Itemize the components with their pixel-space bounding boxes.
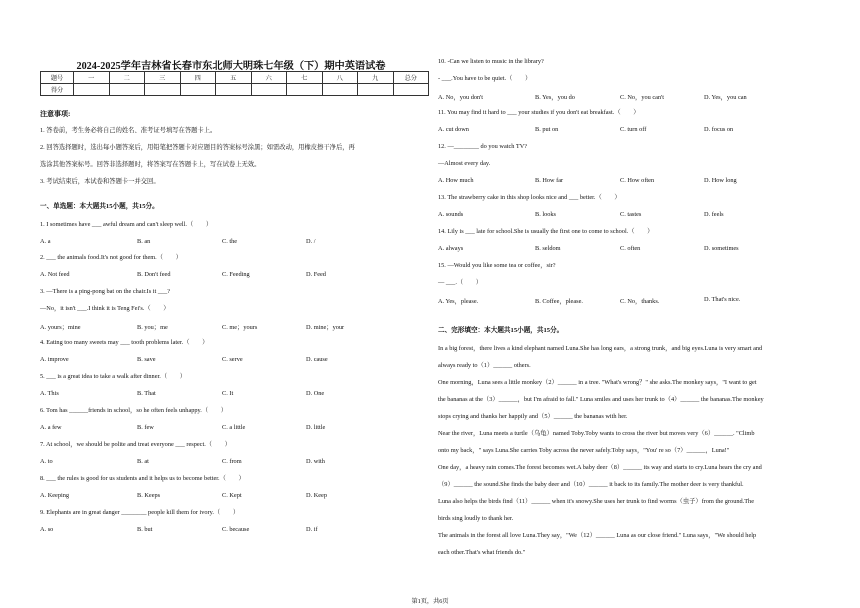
option-b: B. Yes，you do bbox=[535, 94, 575, 101]
option-a: A. yours；mine bbox=[40, 324, 81, 331]
option-b: B. an bbox=[137, 238, 151, 245]
option-c: C. the bbox=[222, 238, 238, 245]
option-c: C. serve bbox=[222, 356, 243, 363]
question-text: 2. ___ the animals food.It's not good for them.（ ） bbox=[40, 254, 182, 261]
option-c: C. a little bbox=[222, 424, 246, 431]
question-text: 12. —________ do you watch TV? bbox=[438, 143, 528, 150]
option-a: A. to bbox=[40, 458, 53, 465]
score-cell: 八 bbox=[322, 72, 358, 84]
notes-heading: 注意事项: bbox=[40, 110, 71, 118]
question-text: 11. You may find it hard to ___ your studies if you don't eat breakfast.（ ） bbox=[438, 109, 640, 116]
question-text: 13. The strawberry cake in this shop looks nice and ___ better.（ ） bbox=[438, 194, 621, 201]
question-text: 15. —Would you like some tea or coffee，sir? bbox=[438, 262, 556, 269]
score-cell-empty bbox=[287, 84, 323, 96]
option-a: A. Keeping bbox=[40, 492, 70, 499]
passage-line: each other.That's what friends do." bbox=[438, 549, 526, 556]
option-c: C. No，thanks. bbox=[620, 298, 660, 305]
page-footer: 第1页，共6页 bbox=[411, 598, 449, 605]
option-d: D. sometimes bbox=[704, 245, 739, 252]
question-text: 6. Tom has ______friends in school，so he often feels unhappy.（ ） bbox=[40, 407, 228, 414]
score-cell-empty bbox=[109, 84, 145, 96]
option-a: A. a few bbox=[40, 424, 62, 431]
passage-line: The animals in the forest all love Luna.They say，"We（12）______ Luna as our close friend." Luna says，"We should help bbox=[438, 532, 757, 539]
option-b: B. Coffee，please. bbox=[535, 298, 583, 305]
passage-line: （9）______ the sound.She finds the baby deer and（10）______ it back to its family.The mother deer is very thankful. bbox=[438, 481, 744, 488]
score-cell-empty bbox=[180, 84, 216, 96]
passage-line: In a big forest，there lives a kind elephant named Luna.She has long ears，a strong trunk，and big eyes.Luna is very smart and bbox=[438, 345, 763, 352]
passage-line: One morning，Luna sees a little monkey（2）______ in a tree. "What's wrong？" she asks.The monkey says，"I want to get bbox=[438, 379, 757, 386]
score-cell: 五 bbox=[216, 72, 252, 84]
option-c: C. Kept bbox=[222, 492, 242, 499]
exam-title: 2024-2025学年吉林省长春市东北师大明珠七年级（下）期中英语试卷 bbox=[76, 61, 386, 72]
option-a: A. Yes，please. bbox=[438, 298, 479, 305]
score-cell: 九 bbox=[358, 72, 394, 84]
passage-line: onto my back，" says Luna.She carries Toby across the never safely.Toby says，"You' re so（7）______，Luna!" bbox=[438, 447, 730, 454]
question-text-2: — ___.（ ） bbox=[438, 279, 483, 286]
option-d: D. That's nice. bbox=[704, 296, 741, 303]
option-c: C. It bbox=[222, 390, 234, 397]
option-c: C. How often bbox=[620, 177, 655, 184]
passage-line: always ready to（1）______ others. bbox=[438, 362, 531, 369]
question-text-2: —No，it isn't ___.I think it is Teng Fei's.（ ） bbox=[40, 305, 170, 312]
option-c: C. Feeding bbox=[222, 271, 250, 278]
score-cell-empty bbox=[358, 84, 394, 96]
option-c: C. because bbox=[222, 526, 250, 533]
question-text: 9. Elephants are in great danger ________ people kill them for ivory.（ ） bbox=[40, 509, 240, 516]
question-text: 10. -Can we listen to music in the library? bbox=[438, 58, 544, 65]
passage-line: Near the river，Luna meets a turtle（乌龟）named Toby.Toby wants to cross the river but moves very（6）______. "Climb bbox=[438, 430, 755, 437]
option-b: B. seldom bbox=[535, 245, 561, 252]
section-2-heading: 二、完形填空：本大题共15小题，共15分。 bbox=[438, 327, 564, 334]
option-b: B. looks bbox=[535, 211, 556, 218]
option-a: A. a bbox=[40, 238, 51, 245]
score-table bbox=[40, 71, 429, 96]
option-a: A. Not feed bbox=[40, 271, 70, 278]
score-cell: 总分 bbox=[393, 72, 429, 84]
question-text: 1. I sometimes have ___ awful dream and can't sleep well.（ ） bbox=[40, 221, 213, 228]
option-b: B. save bbox=[137, 356, 156, 363]
note-item: 2. 回答选择题时，选出每小题答案后，用铅笔把答题卡对应题目的答案标号涂黑；如需改动，用橡皮擦干净后，再 bbox=[40, 144, 355, 151]
score-cell-empty bbox=[216, 84, 252, 96]
option-c: C. from bbox=[222, 458, 242, 465]
section-1-heading: 一、单选题：本大题共15小题，共15分。 bbox=[40, 203, 159, 210]
passage-line: stops crying and thanks her happily and（5）______ the bananas with her. bbox=[438, 413, 628, 420]
note-item: 3. 考试结束后，本试卷和答题卡一并交回。 bbox=[40, 178, 160, 185]
option-a: A. sounds bbox=[438, 211, 464, 218]
option-b: B. few bbox=[137, 424, 154, 431]
passage-line: One day，a heavy rain comes.The forest becomes wet.A baby deer（8）______ its way and starts to cry.Luna hears the cry and bbox=[438, 464, 762, 471]
option-d: D. How long bbox=[704, 177, 737, 184]
option-a: A. No，you don't bbox=[438, 94, 484, 101]
option-d: D. focus on bbox=[704, 126, 734, 133]
score-cell: 七 bbox=[287, 72, 323, 84]
score-cell-empty bbox=[251, 84, 287, 96]
option-d: D. Feed bbox=[306, 271, 326, 278]
question-text-2: - ___.You have to be quiet.（ ） bbox=[438, 75, 532, 82]
option-d: D. mine；your bbox=[306, 324, 345, 331]
option-c: C. often bbox=[620, 245, 641, 252]
passage-line: the bananas at the（3）______，but I'm afraid to fall." Luna smiles and uses her trunk to（4）______ the bananas.The monkey bbox=[438, 396, 764, 403]
option-d: D. / bbox=[306, 238, 316, 245]
option-c: C. me；yours bbox=[222, 324, 258, 331]
score-table-score-row bbox=[41, 84, 429, 96]
score-cell: 四 bbox=[180, 72, 216, 84]
option-b: B. at bbox=[137, 458, 149, 465]
option-d: D. little bbox=[306, 424, 326, 431]
option-c: C. No，you can't bbox=[620, 94, 664, 101]
score-cell-empty bbox=[393, 84, 429, 96]
option-c: C. turn off bbox=[620, 126, 647, 133]
option-a: A. improve bbox=[40, 356, 69, 363]
option-d: D. with bbox=[306, 458, 325, 465]
passage-line: birds sing loudly to thank her. bbox=[438, 515, 514, 522]
option-d: D. feels bbox=[704, 211, 724, 218]
option-d: D. Keep bbox=[306, 492, 327, 499]
option-c: C. tastes bbox=[620, 211, 642, 218]
score-cell-empty bbox=[74, 84, 110, 96]
option-d: D. cause bbox=[306, 356, 328, 363]
note-item: 1. 答卷前，考生务必将自己的姓名、准考证号填写在答题卡上。 bbox=[40, 127, 217, 134]
score-cell: 得分 bbox=[41, 84, 74, 96]
option-a: A. This bbox=[40, 390, 59, 397]
option-d: D. Yes，you can bbox=[704, 94, 747, 101]
option-b: B. Don't feed bbox=[137, 271, 171, 278]
question-text: 14. Lily is ___ late for school.She is usually the first one to come to school.（ ） bbox=[438, 228, 654, 235]
question-text: 5. ___ is a great idea to take a walk after dinner.（ ） bbox=[40, 373, 187, 380]
question-text: 4. Eating too many sweets may ___ tooth problems later.（ ） bbox=[40, 339, 209, 346]
score-cell: 三 bbox=[145, 72, 181, 84]
score-cell-empty bbox=[145, 84, 181, 96]
option-a: A. so bbox=[40, 526, 54, 533]
option-d: D. One bbox=[306, 390, 325, 397]
option-b: B. That bbox=[137, 390, 156, 397]
option-b: B. put on bbox=[535, 126, 559, 133]
score-cell: 题号 bbox=[41, 72, 74, 84]
score-cell: 二 bbox=[109, 72, 145, 84]
option-d: D. if bbox=[306, 526, 318, 533]
option-b: B. How far bbox=[535, 177, 564, 184]
option-a: A. always bbox=[438, 245, 464, 252]
score-cell: 一 bbox=[74, 72, 110, 84]
note-item: 选涂其他答案标号。回答非选择题时，将答案写在答题卡上，写在试卷上无效。 bbox=[40, 161, 261, 168]
passage-line: Luna also helps the birds find（11）______ when it's snowy.She uses her trunk to find worms（虫子）from the ground.The bbox=[438, 498, 754, 505]
score-table-header-row bbox=[41, 72, 429, 84]
option-b: B. Keeps bbox=[137, 492, 161, 499]
option-b: B. you；me bbox=[137, 324, 168, 331]
score-cell: 六 bbox=[251, 72, 287, 84]
score-cell-empty bbox=[322, 84, 358, 96]
option-b: B. but bbox=[137, 526, 153, 533]
option-a: A. cut down bbox=[438, 126, 469, 133]
question-text: 3. —There is a ping-pong bat on the chair.Is it ___? bbox=[40, 288, 171, 295]
option-a: A. How much bbox=[438, 177, 474, 184]
question-text: 7. At school，we should be polite and treat everyone ___ respect.（ ） bbox=[40, 441, 231, 448]
question-text-2: —Almost every day. bbox=[438, 160, 491, 167]
question-text: 8. ___ the rules is good for us students and it helps us to become better.（ ） bbox=[40, 475, 245, 482]
